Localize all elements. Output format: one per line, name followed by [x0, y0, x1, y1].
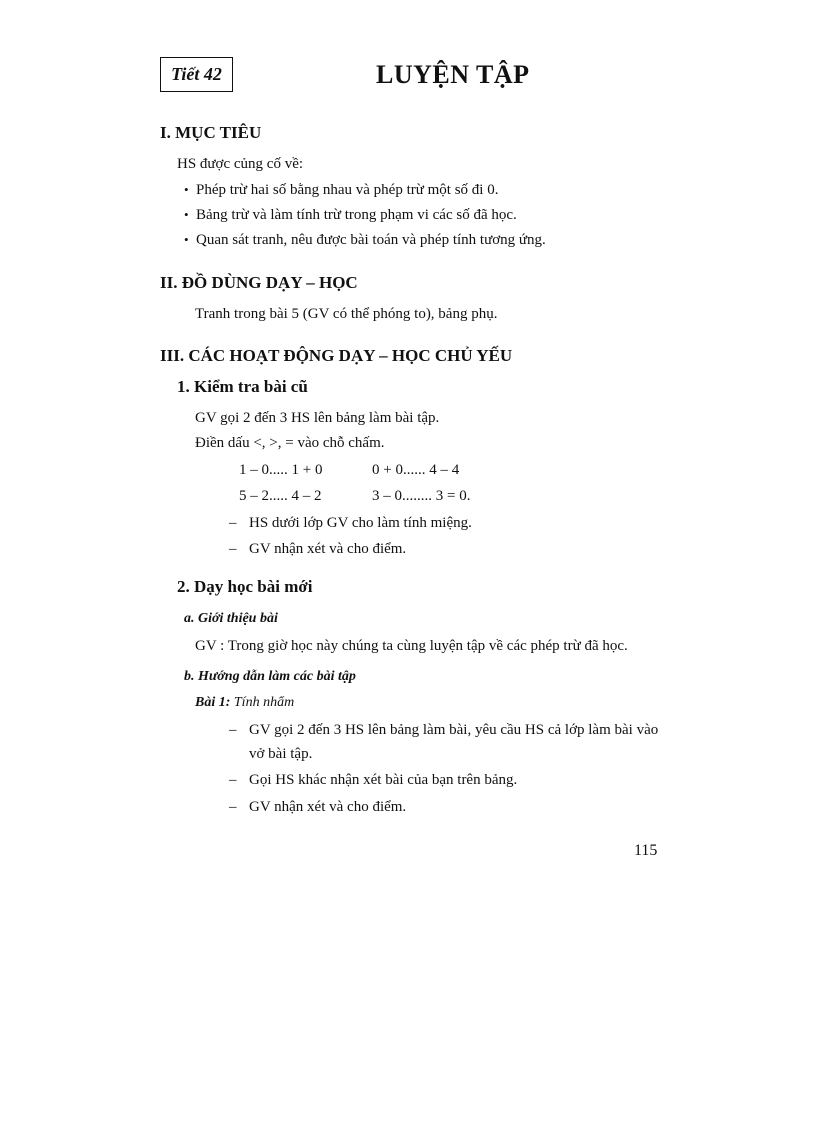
objective-bullet: • Bảng trừ và làm tính trừ trong phạm vi các số đã học. — [184, 207, 517, 224]
objectives-intro: HS được củng cố về: — [177, 156, 304, 172]
exercise-dash-item: – Gọi HS khác nhận xét bài của bạn trên bảng. — [229, 772, 518, 788]
section-heading-objectives: I. MỤC TIÊU — [160, 123, 262, 142]
section-heading-materials: II. ĐỒ DÙNG DẠY – HỌC — [160, 273, 358, 292]
exercise-1-label: Bài 1: — [195, 695, 231, 710]
review-text: GV gọi 2 đến 3 HS lên bảng làm bài tập. — [195, 410, 440, 426]
subheading-introduction: a. Giới thiệu bài — [184, 611, 278, 626]
review-dash-item: – HS dưới lớp GV cho làm tính miệng. — [229, 515, 472, 531]
objective-bullet: • Phép trừ hai số bằng nhau và phép trừ một số đi 0. — [184, 182, 498, 199]
exercise-item: 3 – 0........ 3 = 0. — [372, 488, 471, 504]
introduction-text: GV : Trong giờ học này chúng ta cùng luyện tập về các phép trừ đã học. — [195, 638, 628, 654]
exercise-dash-continuation: vở bài tập. — [249, 746, 313, 762]
page-title: LUYỆN TẬP — [376, 60, 530, 89]
exercise-item: 5 – 2..... 4 – 2 — [239, 488, 322, 504]
page-number: 115 — [634, 842, 658, 859]
exercise-dash-item: – GV gọi 2 đến 3 HS lên bảng làm bài, yêu cầu HS cả lớp làm bài vào — [229, 722, 659, 738]
review-instruction: Điền dấu <, >, = vào chỗ chấm. — [195, 435, 385, 451]
exercise-dash-item: – GV nhận xét và cho điểm. — [229, 799, 407, 815]
lesson-number-box — [160, 57, 233, 92]
exercise-item: 0 + 0...... 4 – 4 — [372, 462, 460, 478]
objective-bullet: • Quan sát tranh, nêu được bài toán và phép tính tương ứng. — [184, 232, 546, 249]
lesson-number: Tiết 42 — [171, 64, 222, 84]
subheading-review: 1. Kiểm tra bài cũ — [177, 377, 308, 396]
materials-text: Tranh trong bài 5 (GV có thể phóng to), bảng phụ. — [195, 306, 498, 322]
exercise-1-title: Tính nhẩm — [233, 695, 295, 710]
subheading-exercise-guide: b. Hướng dẫn làm các bài tập — [184, 669, 356, 684]
exercise-1-heading — [195, 695, 294, 711]
review-dash-item: – GV nhận xét và cho điểm. — [229, 541, 407, 557]
exercise-item: 1 – 0..... 1 + 0 — [239, 462, 323, 478]
section-heading-activities: III. CÁC HOẠT ĐỘNG DẠY – HỌC CHỦ YẾU — [160, 346, 513, 365]
subheading-new-lesson: 2. Dạy học bài mới — [177, 577, 313, 596]
